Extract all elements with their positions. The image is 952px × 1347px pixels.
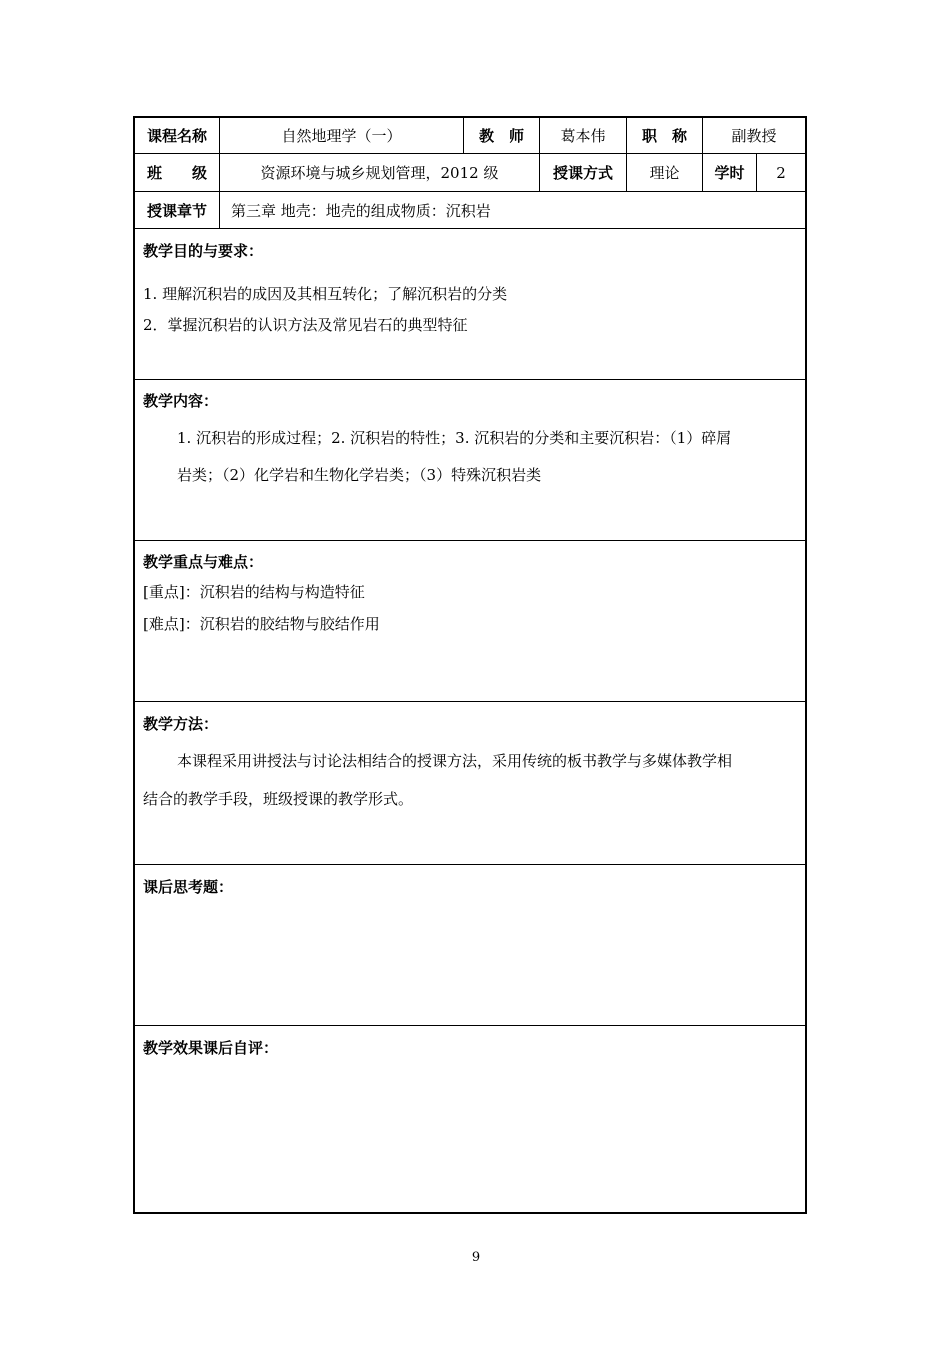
course-name-value: 自然地理学（一）: [281, 127, 402, 145]
content-title: 教学内容：: [143, 392, 219, 410]
evaluation-title: 教学效果课后自评：: [143, 1039, 279, 1057]
homework-title: 课后思考题：: [143, 878, 234, 896]
difficult-point-line: [难点]：沉积岩的胶结物与胶结作用: [143, 615, 380, 633]
methods-line-1: 本课程采用讲授法与讨论法相结合的授课方法，采用传统的板书教学与多媒体教学相: [177, 752, 733, 770]
chapter-label: 授课章节: [146, 201, 207, 220]
job-title-label: 职 称: [641, 127, 687, 145]
teacher-value: 葛本伟: [560, 127, 606, 145]
objectives-section: [135, 229, 805, 379]
class-label: 班 级: [146, 164, 207, 182]
teaching-method-label: 授课方式: [552, 164, 613, 182]
key-points-section: [135, 541, 805, 701]
hours-value: 2: [776, 163, 786, 182]
methods-title: 教学方法：: [143, 715, 219, 733]
key-point-line: [重点]：沉积岩的结构与构造特征: [143, 583, 365, 601]
evaluation-section: [135, 1026, 805, 1212]
hours-label: 学时: [714, 164, 745, 182]
page-number: 9: [471, 1250, 481, 1265]
teacher-label: 教 师: [478, 127, 524, 145]
content-line-1: 1. 沉积岩的形成过程；2. 沉积岩的特性；3. 沉积岩的分类和主要沉积岩：（1）碎屑: [177, 429, 732, 447]
methods-line-2: 结合的教学手段，班级授课的教学形式。: [143, 790, 414, 808]
class-value: 资源环境与城乡规划管理，2012 级: [260, 164, 499, 182]
course-name-label: 课程名称: [146, 127, 207, 145]
content-section: [135, 380, 805, 540]
job-title-value: 副教授: [731, 127, 777, 145]
lesson-plan-table: [133, 116, 807, 1214]
homework-section: [135, 865, 805, 1025]
objectives-line-1: 1. 理解沉积岩的成因及其相互转化；了解沉积岩的分类: [143, 285, 508, 303]
teaching-method-value: 理论: [649, 164, 680, 182]
key-points-title: 教学重点与难点：: [143, 553, 264, 571]
chapter-value: 第三章 地壳：地壳的组成物质：沉积岩: [231, 201, 491, 220]
objectives-line-2: 2．掌握沉积岩的认识方法及常见岩石的典型特征: [143, 316, 468, 334]
objectives-title: 教学目的与要求：: [143, 242, 264, 260]
methods-section: [135, 702, 805, 864]
content-line-2: 岩类；（2）化学岩和生物化学岩类；（3）特殊沉积岩类: [177, 466, 542, 484]
